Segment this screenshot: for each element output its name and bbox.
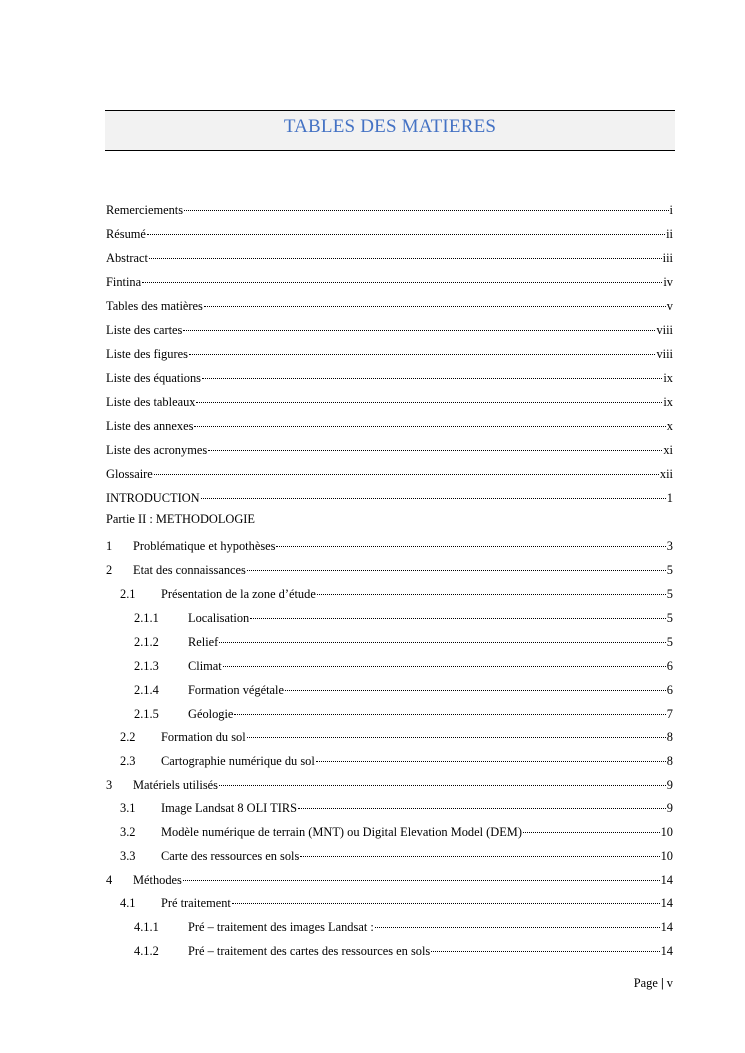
toc-dot-leader (201, 498, 666, 499)
toc-entry-number: 2.3 (120, 754, 136, 768)
footer-separator: | (660, 976, 664, 990)
toc-entry-page: ix (663, 395, 673, 409)
toc-dot-leader (300, 856, 659, 857)
toc-entry-page: 8 (666, 730, 673, 744)
toc-entry-number: 4 (106, 873, 113, 887)
toc-entry-page: xi (663, 443, 673, 457)
toc-entry-page: xii (659, 467, 673, 481)
toc-entry-label: Glossaire (106, 467, 153, 481)
toc-entry-label: Liste des cartes (106, 323, 183, 337)
toc-entry[interactable] (106, 822, 673, 842)
toc-dot-leader (184, 210, 668, 211)
toc-title-box (105, 110, 675, 151)
toc-dot-leader (234, 714, 665, 715)
toc-entry-label: Liste des équations (106, 371, 201, 385)
toc-dot-leader (431, 951, 659, 952)
toc-dot-leader (142, 282, 662, 283)
toc-entry[interactable] (106, 584, 673, 604)
toc-entry-label: Formation du sol (161, 730, 246, 744)
toc-dot-leader (523, 832, 660, 833)
toc-entry-page: 5 (666, 563, 673, 577)
toc-entry-page: 6 (666, 683, 673, 697)
toc-dot-leader (375, 927, 660, 928)
toc-entry[interactable] (106, 296, 673, 316)
toc-dot-leader (250, 618, 666, 619)
toc-entry[interactable] (106, 536, 673, 556)
toc-dot-leader (298, 808, 666, 809)
toc-entry[interactable] (106, 751, 673, 771)
toc-entry-label: Localisation (188, 611, 250, 625)
toc-entry-label: Image Landsat 8 OLI TIRS (161, 801, 298, 815)
toc-entry-label: Fintina (106, 275, 142, 289)
toc-entry-page: 9 (666, 801, 673, 815)
toc-entry-label: Liste des figures (106, 347, 188, 361)
toc-entry-number: 3.2 (120, 825, 136, 839)
toc-entry-label: Remerciements (106, 203, 184, 217)
toc-entry-label: Etat des connaissances (133, 563, 246, 577)
toc-dot-leader (194, 426, 665, 427)
toc-entry[interactable] (106, 488, 673, 508)
toc-entry-page: 9 (666, 778, 673, 792)
toc-entry-label: Formation végétale (188, 683, 284, 697)
toc-entry[interactable] (106, 224, 673, 244)
toc-entry-number: 2.1.4 (134, 683, 159, 697)
toc-entry-number: 3.3 (120, 849, 136, 863)
toc-dot-leader (208, 450, 662, 451)
toc-entry-page: ix (663, 371, 673, 385)
toc-entry-label: Carte des ressources en sols (161, 849, 300, 863)
toc-entry-page: 1 (666, 491, 673, 505)
toc-entry[interactable] (106, 704, 673, 724)
toc-entry[interactable] (106, 775, 673, 795)
toc-entry-page: 7 (666, 707, 673, 721)
toc-dot-leader (219, 642, 666, 643)
toc-entry-label: Pré – traitement des cartes des ressources en sols (188, 944, 431, 958)
toc-entry-page: 6 (666, 659, 673, 673)
toc-entry-page: viii (656, 347, 673, 361)
toc-dot-leader (276, 546, 665, 547)
toc-entry[interactable] (106, 344, 673, 364)
toc-entry-label: Matériels utilisés (133, 778, 218, 792)
toc-dot-leader (149, 258, 662, 259)
toc-dot-leader (247, 737, 666, 738)
toc-entry-page: v (666, 299, 673, 313)
toc-entry-page: 14 (660, 873, 673, 887)
toc-entry-page: x (666, 419, 673, 433)
toc-entry-label: Géologie (188, 707, 234, 721)
toc-title: TABLES DES MATIERES (283, 116, 497, 137)
toc-dot-leader (247, 570, 666, 571)
toc-dot-leader (189, 354, 656, 355)
toc-dot-leader (232, 903, 660, 904)
toc-entry[interactable] (106, 632, 673, 652)
toc-entry-number: 2.1.5 (134, 707, 159, 721)
toc-entry-page: iii (662, 251, 673, 265)
toc-entry[interactable] (106, 680, 673, 700)
toc-entry[interactable] (106, 656, 673, 676)
toc-entry-label: Relief (188, 635, 219, 649)
toc-entry-number: 2 (106, 563, 113, 577)
toc-entry-label: Méthodes (133, 873, 182, 887)
toc-entry-number: 2.1 (120, 587, 136, 601)
toc-entry-page: i (669, 203, 673, 217)
toc-entry[interactable] (106, 320, 673, 340)
toc-entry[interactable] (106, 392, 673, 412)
toc-entry-number: 4.1.2 (134, 944, 159, 958)
toc-dot-leader (196, 402, 662, 403)
toc-entry-number: 3.1 (120, 801, 136, 815)
toc-entry-label: Problématique et hypothèses (133, 539, 276, 553)
toc-entry-page: 5 (666, 587, 673, 601)
toc-entry-page: viii (656, 323, 673, 337)
toc-entry-label: Liste des tableaux (106, 395, 196, 409)
toc-dot-leader (204, 306, 666, 307)
toc-entry-label: Liste des acronymes (106, 443, 208, 457)
toc-entry-page: 3 (666, 539, 673, 553)
toc-entry[interactable] (106, 917, 673, 937)
toc-entry[interactable] (106, 893, 673, 913)
toc-entry[interactable] (106, 846, 673, 866)
toc-entry-page: ii (666, 227, 673, 241)
toc-entry[interactable] (106, 464, 673, 484)
toc-entry[interactable] (106, 608, 673, 628)
toc-entry-number: 1 (106, 539, 113, 553)
toc-entry-page: iv (663, 275, 673, 289)
toc-entry-label: Présentation de la zone d’étude (161, 587, 316, 601)
toc-entry[interactable] (106, 440, 673, 460)
toc-entry[interactable] (106, 416, 673, 436)
toc-entry-label: Abstract (106, 251, 148, 265)
toc-entry-number: 4.1.1 (134, 920, 159, 934)
toc-entry-label: Liste des annexes (106, 419, 194, 433)
toc-entry[interactable] (106, 798, 673, 818)
toc-entry-page: 10 (660, 849, 673, 863)
toc-entry[interactable] (106, 272, 673, 292)
toc-entry-label: Modèle numérique de terrain (MNT) ou Digital Elevation Model (DEM) (161, 825, 522, 839)
toc-entry-number: 2.1.3 (134, 659, 159, 673)
toc-entry[interactable] (106, 560, 673, 580)
toc-entry-page: 14 (660, 896, 673, 910)
toc-dot-leader (202, 378, 662, 379)
toc-dot-leader (147, 234, 665, 235)
toc-entry[interactable] (106, 248, 673, 268)
toc-entry-label: Tables des matières (106, 299, 203, 313)
toc-entry-label: Pré traitement (161, 896, 231, 910)
toc-entry[interactable] (106, 200, 673, 220)
toc-entry-number: 2.2 (120, 730, 136, 744)
toc-dot-leader (316, 761, 666, 762)
toc-entry-page: 8 (666, 754, 673, 768)
toc-entry-label: Cartographie numérique du sol (161, 754, 315, 768)
toc-dot-leader (219, 785, 666, 786)
toc-part-heading: Partie II : METHODOLOGIE (106, 512, 255, 526)
footer-label: Page (633, 976, 658, 990)
toc-entry-label: INTRODUCTION (106, 491, 200, 505)
toc-entry-page: 5 (666, 611, 673, 625)
toc-dot-leader (317, 594, 666, 595)
toc-entry[interactable] (106, 941, 673, 961)
toc-entry-label: Climat (188, 659, 222, 673)
toc-entry-number: 2.1.2 (134, 635, 159, 649)
toc-entry-number: 3 (106, 778, 113, 792)
toc-dot-leader (154, 474, 659, 475)
toc-entry-number: 4.1 (120, 896, 136, 910)
footer-page-number: v (666, 976, 673, 990)
toc-entry[interactable] (106, 368, 673, 388)
toc-entry-page: 14 (660, 944, 673, 958)
toc-entry-label: Pré – traitement des images Landsat : (188, 920, 374, 934)
page-footer (634, 976, 673, 991)
toc-dot-leader (183, 330, 655, 331)
toc-dot-leader (183, 880, 660, 881)
toc-entry-label: Résumé (106, 227, 146, 241)
toc-entry-page: 10 (660, 825, 673, 839)
toc-entry-page: 5 (666, 635, 673, 649)
toc-entry-number: 2.1.1 (134, 611, 159, 625)
toc-entry-page: 14 (660, 920, 673, 934)
toc-entry[interactable] (106, 727, 673, 747)
toc-dot-leader (285, 690, 666, 691)
toc-dot-leader (223, 666, 666, 667)
toc-entry[interactable] (106, 870, 673, 890)
